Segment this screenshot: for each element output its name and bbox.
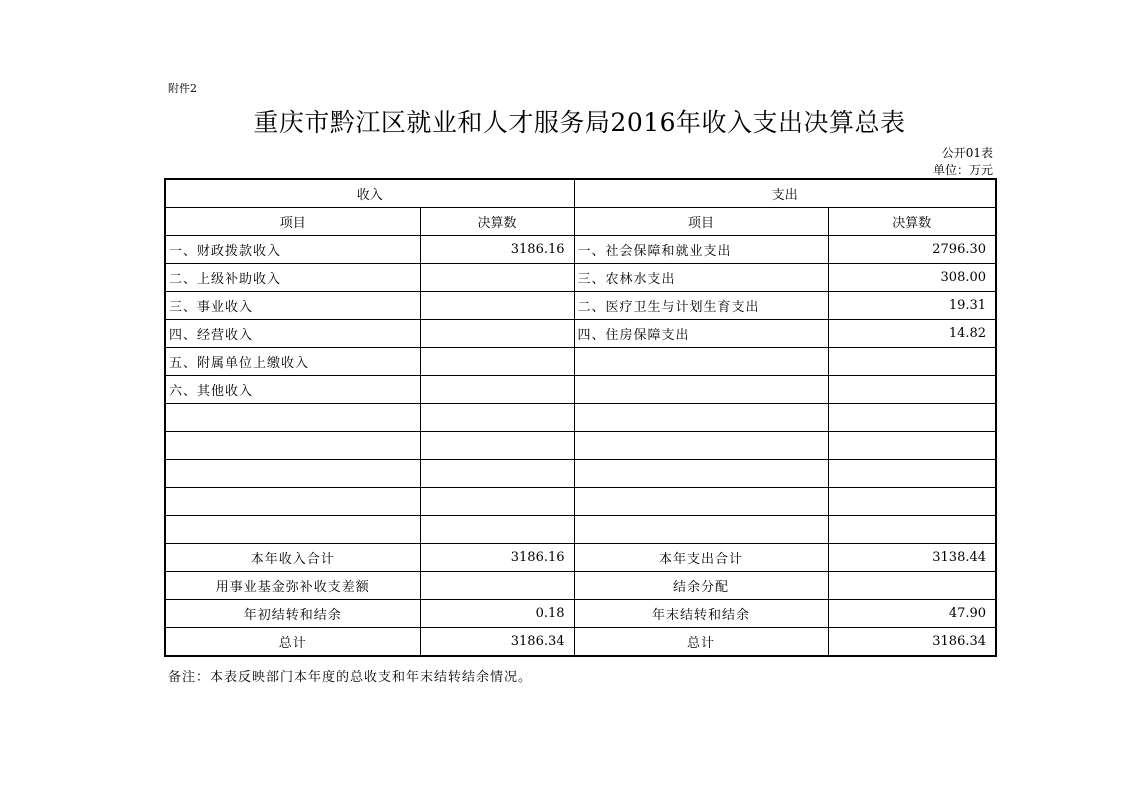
- expense-value: [828, 404, 996, 432]
- income-summary-label: 用事业基金弥补收支差额: [165, 572, 420, 600]
- budget-table: [164, 178, 997, 657]
- expense-summary-label: 本年支出合计: [574, 544, 828, 572]
- income-value: [420, 348, 574, 376]
- summary-row: [165, 572, 996, 600]
- expense-item: 一、社会保障和就业支出: [574, 236, 828, 264]
- income-total-value: 3186.34: [420, 628, 574, 657]
- income-value: [420, 376, 574, 404]
- expense-item: [574, 488, 828, 516]
- expense-value: 14.82: [828, 320, 996, 348]
- income-summary-value: 0.18: [420, 600, 574, 628]
- income-item: 一、财政拨款收入: [165, 236, 420, 264]
- expense-item: 二、医疗卫生与计划生育支出: [574, 292, 828, 320]
- income-item: 五、附属单位上缴收入: [165, 348, 420, 376]
- table-row: [165, 432, 996, 460]
- table-row: [165, 488, 996, 516]
- income-item: 六、其他收入: [165, 376, 420, 404]
- expense-item-header: 项目: [574, 208, 828, 236]
- expense-summary-value: [828, 572, 996, 600]
- summary-row: [165, 600, 996, 628]
- expense-value: [828, 516, 996, 544]
- table-row: [165, 516, 996, 544]
- expense-total-label: 总计: [574, 628, 828, 657]
- income-summary-value: 3186.16: [420, 544, 574, 572]
- expense-value: 308.00: [828, 264, 996, 292]
- income-value: [420, 264, 574, 292]
- expense-summary-value: 47.90: [828, 600, 996, 628]
- table-row: [165, 236, 996, 264]
- income-value: 3186.16: [420, 236, 574, 264]
- table-row: [165, 264, 996, 292]
- column-header-row: [165, 208, 996, 236]
- expense-item: 四、住房保障支出: [574, 320, 828, 348]
- income-total-label: 总计: [165, 628, 420, 657]
- table-row: [165, 348, 996, 376]
- table-row: [165, 376, 996, 404]
- expense-value: 19.31: [828, 292, 996, 320]
- income-value: [420, 292, 574, 320]
- table-row: [165, 404, 996, 432]
- expense-item: 三、农林水支出: [574, 264, 828, 292]
- income-item: 三、事业收入: [165, 292, 420, 320]
- income-item: [165, 488, 420, 516]
- expense-item: [574, 460, 828, 488]
- income-value: [420, 488, 574, 516]
- expense-item: [574, 376, 828, 404]
- expense-header: 支出: [574, 179, 996, 208]
- expense-value: [828, 488, 996, 516]
- income-summary-value: [420, 572, 574, 600]
- expense-item: [574, 432, 828, 460]
- table-row: [165, 292, 996, 320]
- page-title: 重庆市黔江区就业和人才服务局2016年收入支出决算总表: [253, 108, 906, 137]
- expense-value: [828, 348, 996, 376]
- summary-row: [165, 544, 996, 572]
- expense-item: [574, 404, 828, 432]
- income-item: 四、经营收入: [165, 320, 420, 348]
- income-summary-label: 本年收入合计: [165, 544, 420, 572]
- unit-label: 单位：万元: [932, 163, 993, 177]
- form-number: 公开01表: [941, 146, 993, 160]
- income-value: [420, 516, 574, 544]
- section-header-row: [165, 179, 996, 208]
- expense-amount-header: 决算数: [828, 208, 996, 236]
- expense-value: [828, 432, 996, 460]
- income-item: 二、上级补助收入: [165, 264, 420, 292]
- expense-summary-value: 3138.44: [828, 544, 996, 572]
- total-row: [165, 628, 996, 657]
- income-value: [420, 432, 574, 460]
- income-item: [165, 404, 420, 432]
- income-item: [165, 516, 420, 544]
- footnote: 备注：本表反映部门本年度的总收支和年末结转结余情况。: [168, 670, 533, 685]
- income-summary-label: 年初结转和结余: [165, 600, 420, 628]
- expense-total-value: 3186.34: [828, 628, 996, 657]
- income-value: [420, 404, 574, 432]
- expense-item: [574, 348, 828, 376]
- income-item-header: 项目: [165, 208, 420, 236]
- expense-value: 2796.30: [828, 236, 996, 264]
- expense-value: [828, 460, 996, 488]
- income-item: [165, 432, 420, 460]
- income-value: [420, 320, 574, 348]
- expense-summary-label: 年末结转和结余: [574, 600, 828, 628]
- table-row: [165, 320, 996, 348]
- expense-value: [828, 376, 996, 404]
- table-row: [165, 460, 996, 488]
- expense-item: [574, 516, 828, 544]
- income-amount-header: 决算数: [420, 208, 574, 236]
- attachment-label: 附件2: [168, 82, 197, 95]
- income-header: 收入: [165, 179, 574, 208]
- income-value: [420, 460, 574, 488]
- income-item: [165, 460, 420, 488]
- expense-summary-label: 结余分配: [574, 572, 828, 600]
